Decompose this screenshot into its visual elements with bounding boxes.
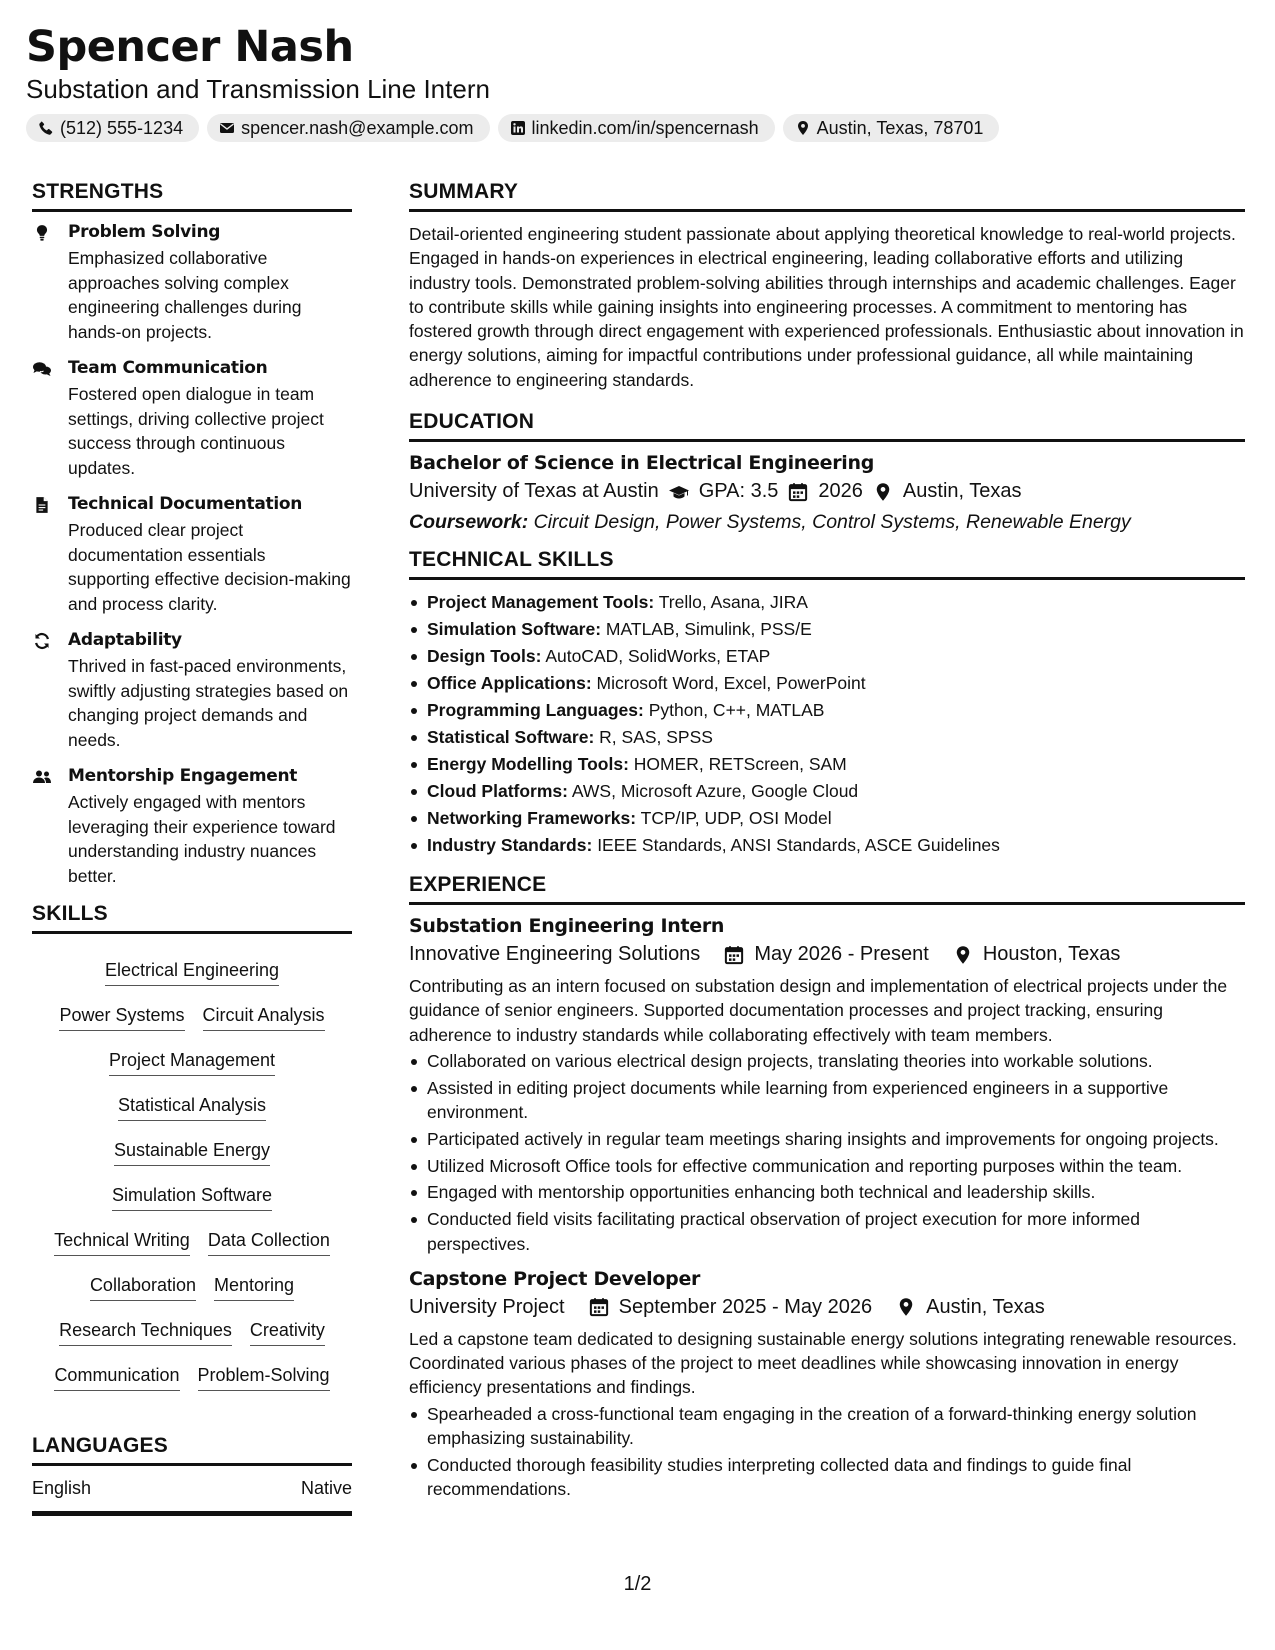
strength-item — [32, 630, 352, 752]
right-column — [409, 180, 1245, 1504]
skill-chip: Simulation Software — [112, 1179, 272, 1211]
list-item: Assisted in editing project documents while learning from experienced engineers in a supportive environment. — [409, 1076, 1245, 1125]
strength-item — [32, 222, 352, 344]
job-meta — [409, 943, 1245, 966]
skill-chip: Sustainable Energy — [114, 1134, 270, 1166]
calendar-icon — [724, 945, 744, 965]
strength-title: Adaptability — [68, 630, 182, 650]
strength-item — [32, 358, 352, 480]
job-location: Austin, Texas — [926, 1295, 1045, 1318]
tech-skill-label: Programming Languages: — [427, 700, 644, 721]
tech-skill-label: Networking Frameworks: — [427, 808, 637, 829]
tech-skill-label: Cloud Platforms: — [427, 781, 568, 802]
list-item — [409, 644, 1245, 668]
tech-skill-label: Office Applications: — [427, 673, 592, 694]
degree-title: Bachelor of Science in Electrical Engineering — [409, 452, 874, 475]
coursework-label: Coursework: — [409, 511, 529, 534]
job-dates: May 2026 - Present — [754, 943, 929, 966]
contact-phone-text: (512) 555-1234 — [60, 117, 184, 138]
summary-heading: SUMMARY — [409, 180, 1245, 212]
list-item — [409, 590, 1245, 614]
company-name: Innovative Engineering Solutions — [409, 943, 701, 966]
tech-skill-label: Statistical Software: — [427, 727, 595, 748]
strength-title: Team Communication — [68, 358, 268, 378]
job-dates: September 2025 - May 2026 — [618, 1295, 873, 1318]
list-item: Conducted field visits facilitating practical observation of project execution for more informed perspectives. — [409, 1207, 1245, 1256]
education-heading: EDUCATION — [409, 410, 1245, 442]
skill-chip: Statistical Analysis — [118, 1089, 266, 1121]
tech-skill-label: Energy Modelling Tools: — [427, 754, 629, 775]
tech-skill-value: AutoCAD, SolidWorks, ETAP — [545, 646, 771, 667]
education-location: Austin, Texas — [902, 480, 1022, 503]
strength-desc: Emphasized collaborative approaches solving complex engineering challenges during hands-on projects. — [68, 248, 302, 342]
job-bullets — [409, 1049, 1245, 1256]
tech-skill-value: Trello, Asana, JIRA — [658, 592, 808, 613]
envelope-icon — [219, 120, 235, 136]
job-title: Capstone Project Developer — [409, 1267, 701, 1290]
chat-bubbles-icon — [32, 360, 52, 378]
document-icon — [32, 496, 52, 514]
map-pin-icon — [873, 482, 893, 502]
list-item — [409, 671, 1245, 695]
left-column — [32, 180, 352, 1516]
job-location: Houston, Texas — [982, 943, 1121, 966]
tech-skill-value: AWS, Microsoft Azure, Google Cloud — [571, 781, 859, 802]
skill-chip: Research Techniques — [59, 1314, 232, 1346]
strength-title: Technical Documentation — [68, 494, 303, 514]
school-name: University of Texas at Austin — [409, 480, 659, 503]
candidate-role: Substation and Transmission Line Intern — [26, 74, 490, 104]
skill-chip: Creativity — [250, 1314, 325, 1346]
skill-chip: Circuit Analysis — [203, 999, 325, 1031]
language-level: Native — [300, 1478, 352, 1498]
skill-chip: Mentoring — [214, 1269, 294, 1301]
list-item — [409, 752, 1245, 776]
users-icon — [32, 768, 52, 786]
tech-skill-value: MATLAB, Simulink, PSS/E — [605, 619, 812, 640]
linkedin-icon — [510, 120, 526, 136]
skill-chip: Technical Writing — [54, 1224, 190, 1256]
phone-icon — [38, 120, 54, 136]
strength-title: Problem Solving — [68, 222, 221, 242]
map-pin-icon — [795, 120, 811, 136]
tech-skill-label: Industry Standards: — [427, 835, 593, 856]
skill-chip: Project Management — [109, 1044, 275, 1076]
job-entry — [409, 1268, 1245, 1502]
language-name: English — [32, 1478, 92, 1498]
strength-desc: Actively engaged with mentors leveraging their experience toward understanding industry nuances better. — [68, 792, 336, 886]
list-item — [409, 833, 1245, 857]
contact-bar — [26, 114, 999, 142]
job-description: Led a capstone team dedicated to designing sustainable energy solutions integrating renewable resources. Coordinated various phases of the project to meet deadlines while showcasing innovation in energy efficiency presentations and findings. — [409, 1328, 1237, 1398]
list-item: Participated actively in regular team meetings sharing insights and improvements for ongoing projects. — [409, 1127, 1245, 1151]
list-item — [409, 725, 1245, 749]
job-title: Substation Engineering Intern — [409, 915, 725, 938]
strength-desc: Produced clear project documentation essentials supporting effective decision-making and process clarity. — [68, 520, 351, 614]
list-item — [409, 806, 1245, 830]
strength-item — [32, 766, 352, 888]
list-item: Utilized Microsoft Office tools for effective communication and reporting purposes within the team. — [409, 1154, 1245, 1178]
job-bullets — [409, 1402, 1245, 1502]
strength-item — [32, 494, 352, 616]
lightbulb-icon — [32, 224, 52, 242]
tech-skill-value: TCP/IP, UDP, OSI Model — [640, 808, 832, 829]
tech-skill-value: Microsoft Word, Excel, PowerPoint — [596, 673, 866, 694]
contact-email-text: spencer.nash@example.com — [241, 117, 474, 138]
skills-heading: SKILLS — [32, 902, 352, 934]
list-item: Engaged with mentorship opportunities enhancing both technical and leadership skills. — [409, 1180, 1245, 1204]
job-meta — [409, 1296, 1245, 1319]
job-entry — [409, 915, 1245, 1256]
contact-linkedin[interactable] — [498, 114, 775, 142]
experience-heading: EXPERIENCE — [409, 873, 1245, 905]
skill-chip: Electrical Engineering — [105, 954, 279, 986]
skill-chip: Communication — [54, 1359, 179, 1391]
technical-skills-list — [409, 590, 1245, 857]
tech-skill-label: Project Management Tools: — [427, 592, 655, 613]
contact-location — [783, 114, 1000, 142]
tech-skill-value: Python, C++, MATLAB — [648, 700, 825, 721]
coursework-list: Circuit Design, Power Systems, Control Systems, Renewable Energy — [533, 511, 1131, 534]
sync-icon — [32, 632, 52, 650]
contact-linkedin-text: linkedin.com/in/spencernash — [531, 117, 759, 138]
strength-title: Mentorship Engagement — [68, 766, 298, 786]
coursework — [409, 511, 1245, 534]
calendar-icon — [788, 482, 808, 502]
skill-chip: Problem-Solving — [198, 1359, 330, 1391]
tech-skill-value: R, SAS, SPSS — [599, 727, 713, 748]
graduation-cap-icon — [669, 482, 689, 502]
company-name: University Project — [409, 1295, 565, 1318]
tech-skill-label: Design Tools: — [427, 646, 542, 667]
skills-list — [32, 944, 352, 1404]
skill-chip: Power Systems — [59, 999, 184, 1031]
job-description: Contributing as an intern focused on substation design and implementation of electrical projects under the guidance of senior engineers. Supported documentation processes and project tracking, ensuring adherence to industry standards while collaborating effectively with team members. — [409, 976, 1228, 1045]
map-pin-icon — [896, 1297, 916, 1317]
contact-location-text: Austin, Texas, 78701 — [816, 117, 984, 138]
list-item: Spearheaded a cross-functional team engaging in the creation of a forward-thinking energy solution emphasizing sustainability. — [409, 1402, 1245, 1451]
skill-chip: Data Collection — [208, 1224, 330, 1256]
map-pin-icon — [953, 945, 973, 965]
list-item — [409, 698, 1245, 722]
candidate-name: Spencer Nash — [26, 22, 354, 72]
calendar-icon — [589, 1297, 609, 1317]
graduation-year: 2026 — [818, 480, 863, 503]
strength-desc: Fostered open dialogue in team settings, driving collective project success through continuous updates. — [68, 384, 324, 478]
tech-skill-label: Simulation Software: — [427, 619, 602, 640]
list-item: Conducted thorough feasibility studies interpreting collected data and findings to guide final recommendations. — [409, 1453, 1245, 1502]
education-meta — [409, 480, 1245, 503]
language-row — [32, 1466, 352, 1516]
contact-phone[interactable] — [26, 114, 199, 142]
list-item: Collaborated on various electrical design projects, translating theories into workable solutions. — [409, 1049, 1245, 1073]
summary-text: Detail-oriented engineering student passionate about applying theoretical knowledge to real-world projects. Engaged in hands-on experiences in electrical engineering, leading collaborative efforts and utilizing industry tools. Demonstrated problem-solving abilities through internships and academic challenges. Eager to contribute skills while gaining insights into engineering processes. A commitment to mentoring has fostered growth through direct engagement with experienced professionals. Enthusiastic about innovation in energy solutions, aiming for impactful contributions under professional guidance, all while maintaining adherence to engineering standards. — [409, 224, 1244, 390]
list-item — [409, 779, 1245, 803]
technical-skills-heading: TECHNICAL SKILLS — [409, 548, 1245, 580]
tech-skill-value: HOMER, RETScreen, SAM — [633, 754, 847, 775]
skill-chip: Collaboration — [90, 1269, 196, 1301]
strength-desc: Thrived in fast-paced environments, swiftly adjusting strategies based on changing project demands and needs. — [68, 656, 349, 750]
list-item — [409, 617, 1245, 641]
strengths-heading: STRENGTHS — [32, 180, 352, 212]
page-number: 1/2 — [623, 1573, 652, 1595]
tech-skill-value: IEEE Standards, ANSI Standards, ASCE Guidelines — [597, 835, 1000, 856]
gpa: GPA: 3.5 — [698, 480, 779, 503]
languages-heading: LANGUAGES — [32, 1434, 352, 1466]
contact-email[interactable] — [207, 114, 489, 142]
